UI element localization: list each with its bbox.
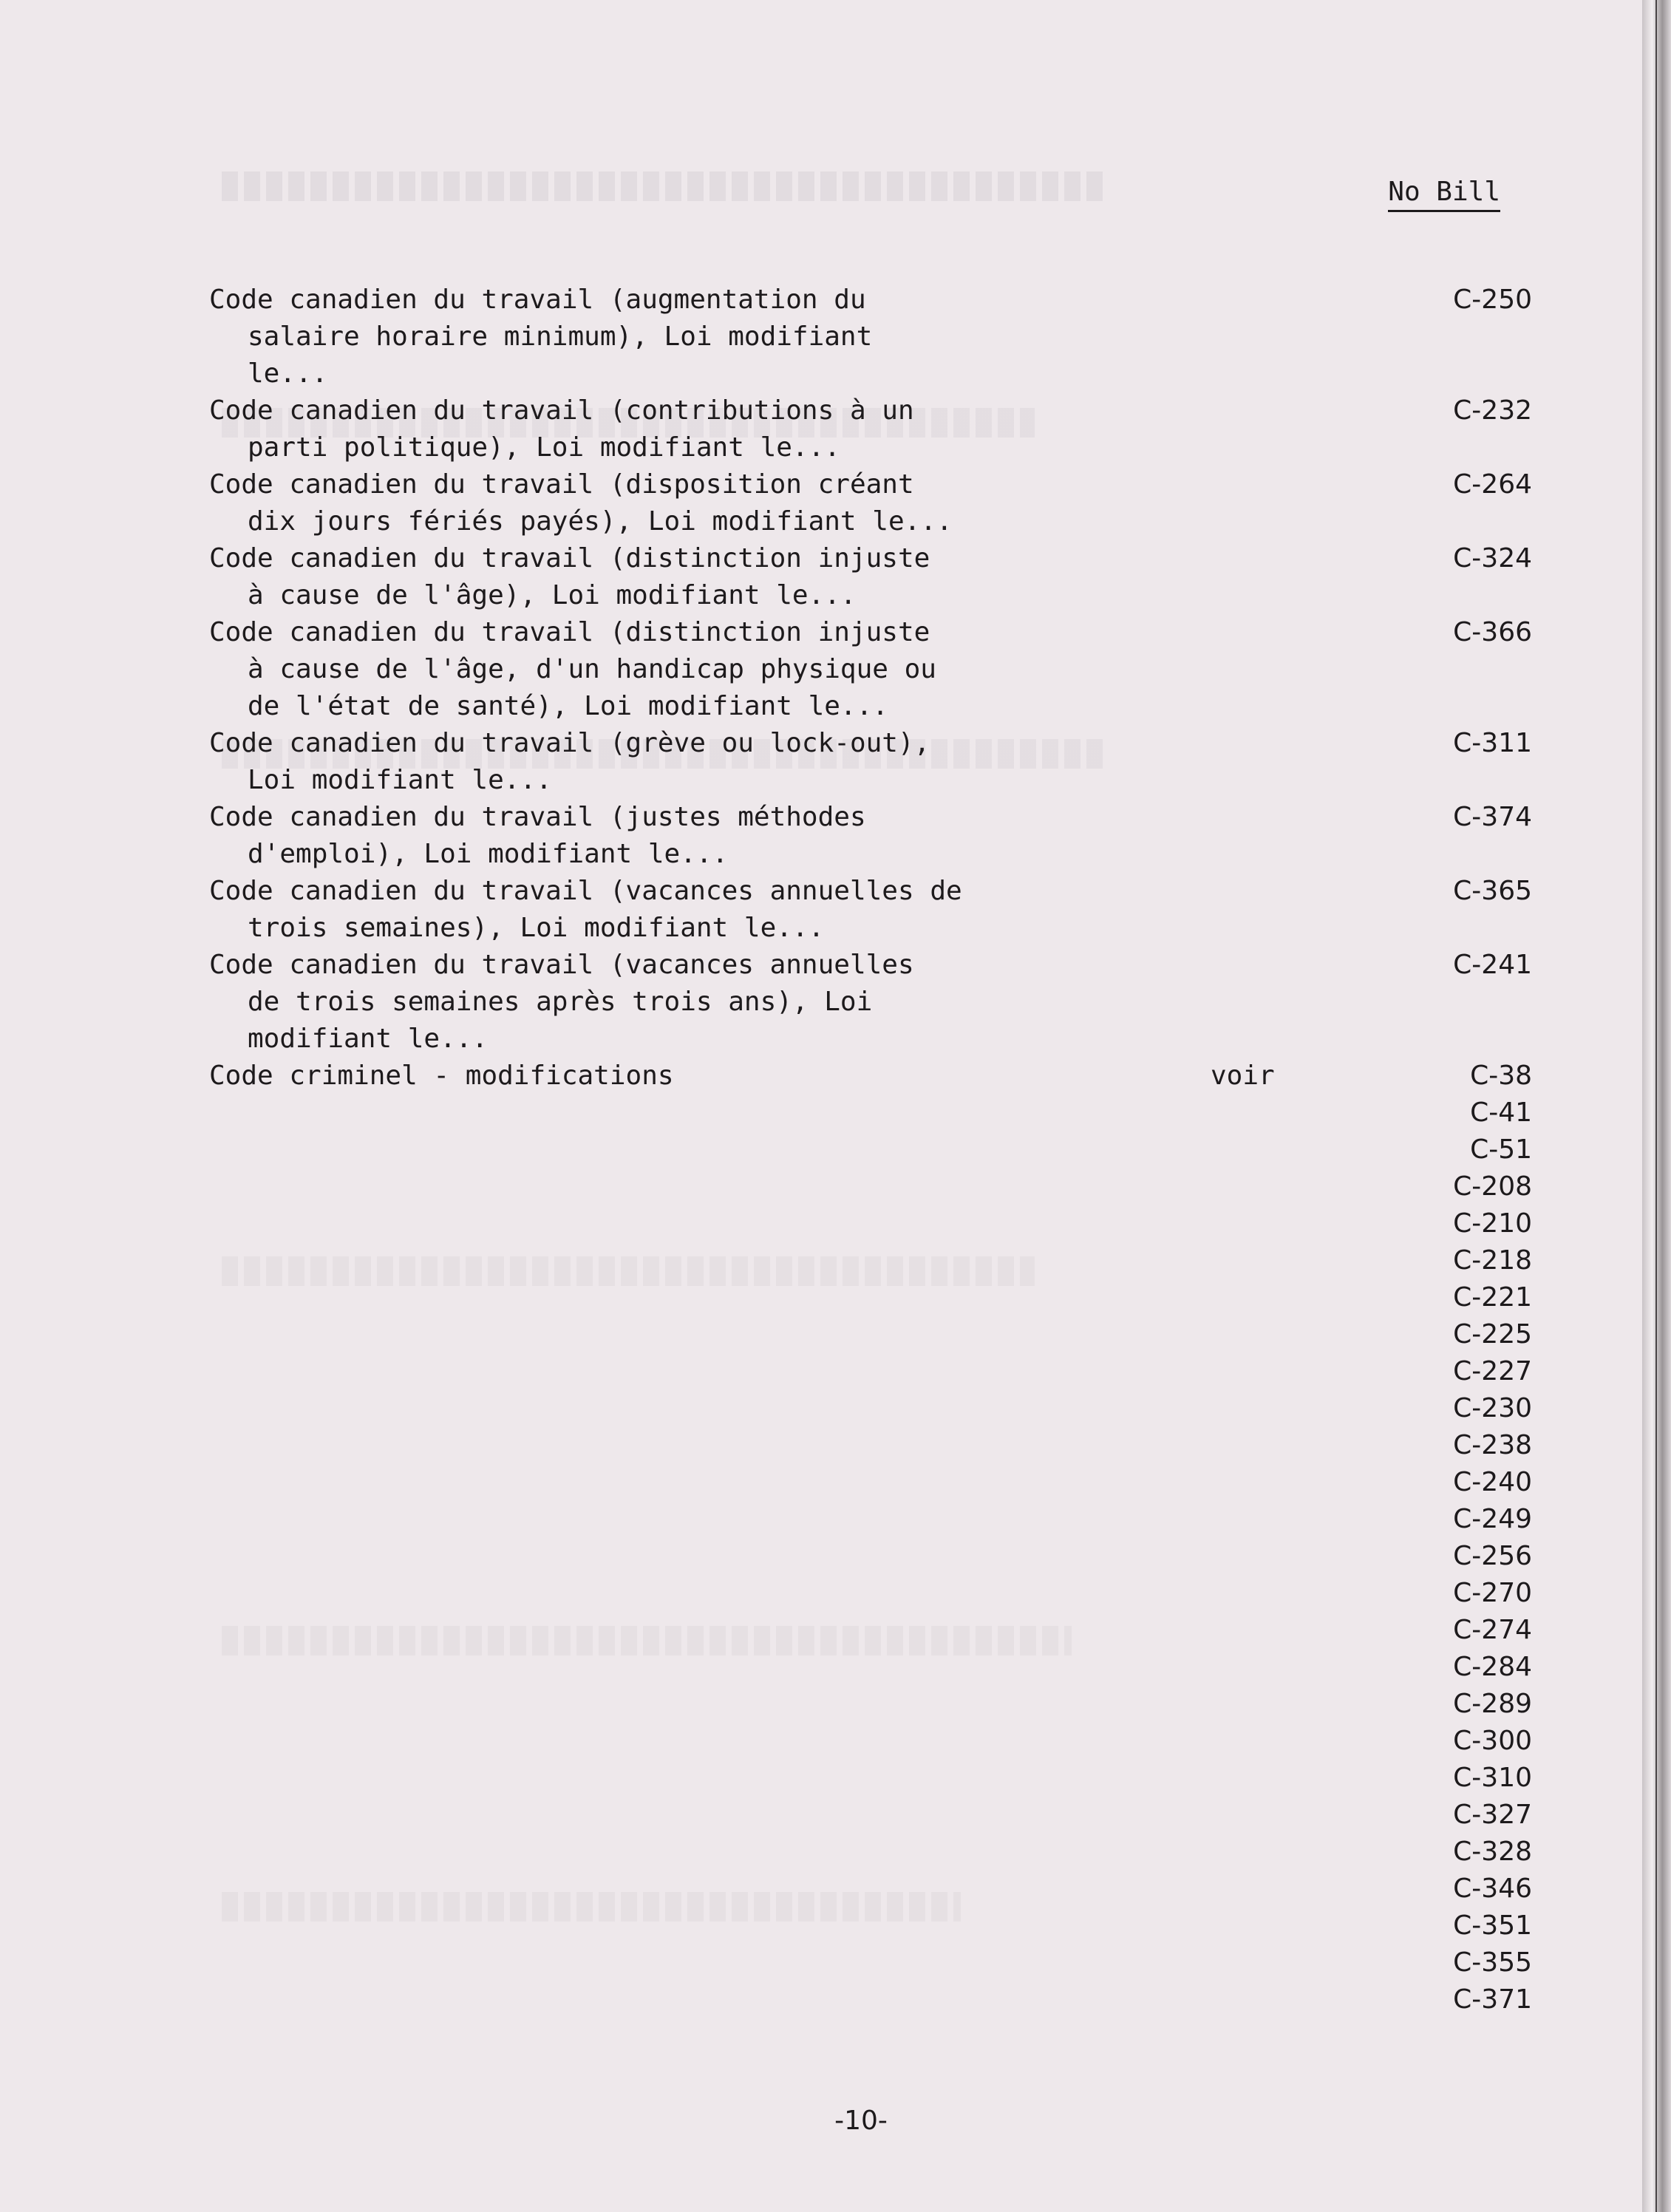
- entry-line: de l'état de santé), Loi modifiant le...: [248, 691, 888, 721]
- bleed-through-decoration: [222, 1626, 1072, 1655]
- entry-line: Code canadien du travail (vacances annuelles: [209, 950, 914, 980]
- index-entry: [209, 725, 1532, 799]
- no-bill-column-header: No Bill: [1388, 176, 1500, 212]
- entry-line: trois semaines), Loi modifiant le...: [248, 913, 825, 943]
- page-edge-line: [1655, 0, 1657, 2212]
- bill-number: C-284: [1453, 1652, 1532, 1682]
- entry-line: d'emploi), Loi modifiant le...: [248, 839, 729, 869]
- entry-line: Code canadien du travail (distinction injuste: [209, 543, 930, 574]
- bill-number: C-210: [1453, 1208, 1532, 1239]
- bill-number: C-218: [1453, 1245, 1532, 1276]
- bleed-through-decoration: [222, 1256, 1035, 1286]
- bill-number: C-311: [1453, 728, 1532, 758]
- entry-line: salaire horaire minimum), Loi modifiant: [248, 321, 873, 352]
- index-entry: [209, 947, 1532, 1058]
- bleed-through-decoration: [222, 1892, 961, 1922]
- bill-number: C-274: [1453, 1615, 1532, 1645]
- bill-number: C-270: [1453, 1578, 1532, 1608]
- bill-number: C-208: [1453, 1171, 1532, 1202]
- bleed-through-decoration: [222, 171, 1109, 201]
- entry-line: le...: [248, 358, 328, 389]
- bill-number: C-365: [1453, 876, 1532, 906]
- bill-number: C-371: [1453, 1984, 1532, 2015]
- entry-line: à cause de l'âge), Loi modifiant le...: [248, 580, 857, 610]
- bill-number: C-289: [1453, 1689, 1532, 1719]
- bill-number: C-225: [1453, 1319, 1532, 1350]
- entry-line: Code canadien du travail (grève ou lock-out),: [209, 728, 930, 758]
- bill-number: C-230: [1453, 1393, 1532, 1423]
- criminal-code-entry: [209, 1058, 1532, 2015]
- criminal-code-bill-list: [1429, 1058, 1532, 2018]
- bill-number: C-232: [1453, 395, 1532, 426]
- bill-number: C-249: [1453, 1504, 1532, 1534]
- entry-line: dix jours fériés payés), Loi modifiant le...: [248, 506, 953, 537]
- bill-number: C-250: [1453, 285, 1532, 315]
- entry-line: Code canadien du travail (distinction injuste: [209, 617, 930, 647]
- entry-line: Code canadien du travail (contributions à un: [209, 395, 914, 426]
- bill-number: C-355: [1453, 1947, 1532, 1978]
- entry-line: Code canadien du travail (vacances annuelles de: [209, 876, 962, 906]
- bill-number: C-51: [1470, 1134, 1532, 1165]
- index-entry: [209, 282, 1532, 392]
- index-entry: [209, 614, 1532, 725]
- bill-number: C-41: [1470, 1098, 1532, 1128]
- entry-line: Loi modifiant le...: [248, 765, 552, 795]
- bill-number: C-256: [1453, 1541, 1532, 1571]
- bill-number: C-264: [1453, 469, 1532, 500]
- bill-number: C-351: [1453, 1910, 1532, 1941]
- bill-number: C-328: [1453, 1837, 1532, 1867]
- bill-number: C-374: [1453, 802, 1532, 832]
- index-entry: [209, 873, 1532, 947]
- bill-number: C-227: [1453, 1356, 1532, 1386]
- bill-number: C-241: [1453, 950, 1532, 980]
- bill-number: C-238: [1453, 1430, 1532, 1460]
- index-entry: [209, 799, 1532, 873]
- page-number: -10-: [834, 2106, 888, 2136]
- entry-line: Code canadien du travail (justes méthodes: [209, 802, 866, 832]
- index-entries: [209, 282, 1532, 2015]
- bill-number: C-38: [1470, 1061, 1532, 1091]
- index-entry: [209, 392, 1532, 466]
- entry-line: modifiant le...: [248, 1024, 489, 1054]
- bill-number: C-221: [1453, 1282, 1532, 1313]
- bill-number: C-240: [1453, 1467, 1532, 1497]
- bill-number: C-366: [1453, 617, 1532, 647]
- index-entry: [209, 540, 1532, 614]
- index-entry: [209, 466, 1532, 540]
- bill-number: C-327: [1453, 1800, 1532, 1830]
- entry-line: Code canadien du travail (disposition créant: [209, 469, 914, 500]
- entry-line: parti politique), Loi modifiant le...: [248, 432, 840, 463]
- bill-number: C-346: [1453, 1874, 1532, 1904]
- entry-line: à cause de l'âge, d'un handicap physique ou: [248, 654, 936, 684]
- voir-reference: voir: [1211, 1061, 1275, 1091]
- bill-number: C-300: [1453, 1726, 1532, 1756]
- entry-line: de trois semaines après trois ans), Loi: [248, 987, 873, 1017]
- page-edge-shadow: [1642, 0, 1671, 2212]
- bill-number: C-324: [1453, 543, 1532, 574]
- entry-line: Code canadien du travail (augmentation du: [209, 285, 866, 315]
- bill-number: C-310: [1453, 1763, 1532, 1793]
- entry-line: Code criminel - modifications: [209, 1061, 674, 1091]
